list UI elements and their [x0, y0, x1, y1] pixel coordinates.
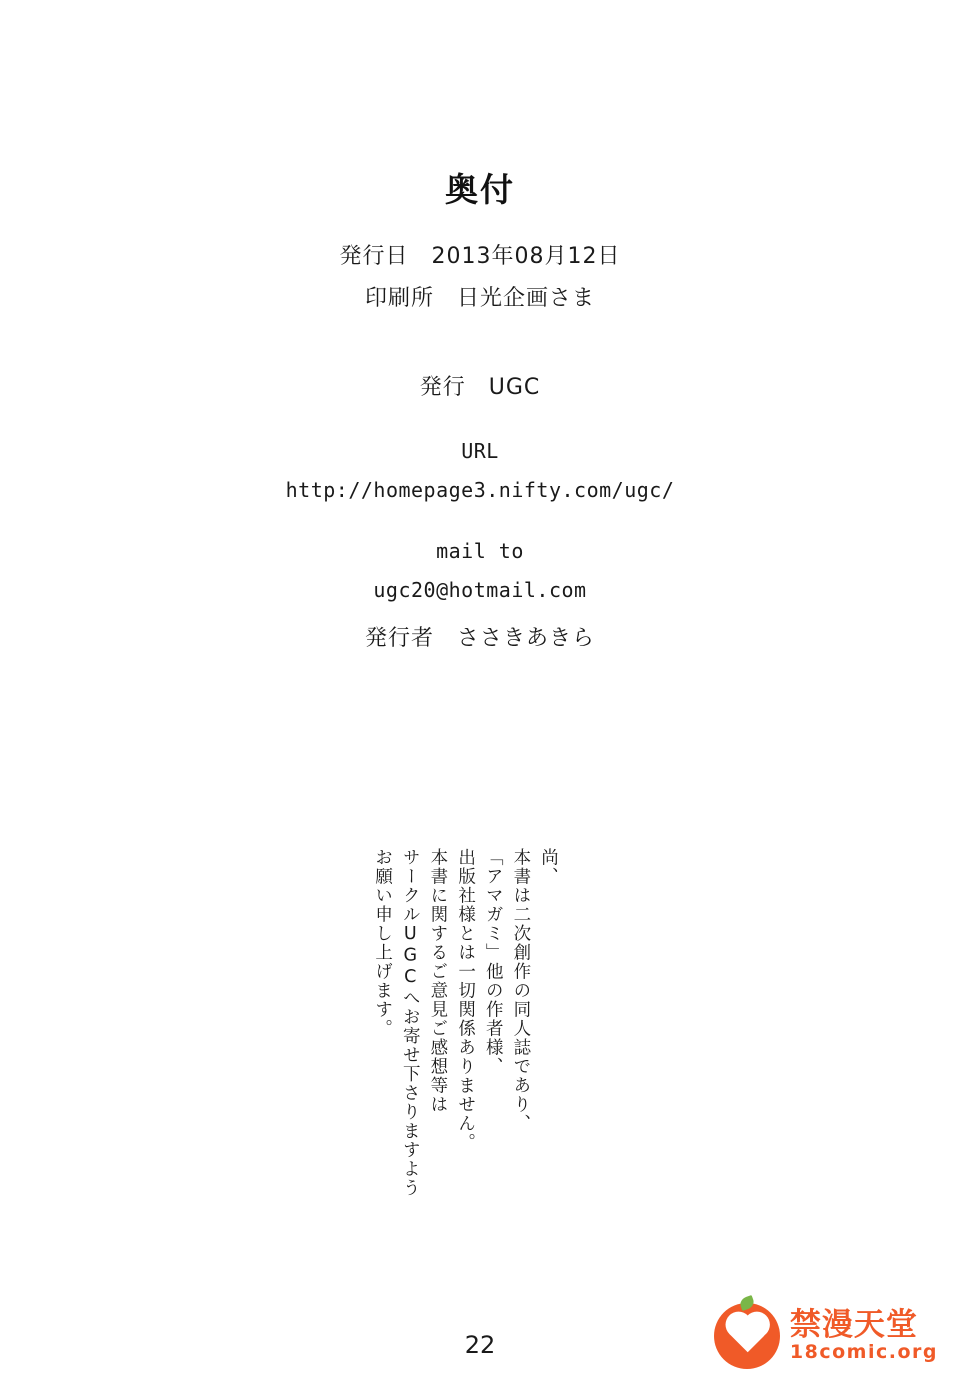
watermark-english-label: 18comic.org	[789, 1341, 938, 1364]
colophon-printer: 印刷所 日光企画さま	[364, 286, 595, 312]
colophon-url-value[interactable]: http://homepage3.nifty.com/ugc/	[285, 478, 675, 503]
vertical-note-column: 出版社様とは一切関係ありません。	[455, 848, 476, 1152]
colophon-mail-label: mail to	[436, 539, 524, 564]
orange-heart-badge-icon	[714, 1303, 780, 1369]
vertical-note-column: 尚、	[538, 848, 559, 886]
colophon-block	[0, 170, 960, 661]
vertical-disclaimer-note	[368, 848, 561, 1248]
colophon-publisher: 発行 UGC	[419, 375, 541, 401]
colophon-mail-value[interactable]: ugc20@hotmail.com	[373, 578, 587, 603]
colophon-author: 発行者 ささきあきら	[364, 626, 595, 652]
vertical-note-column: 本書に関するご意見ご感想等は	[427, 848, 448, 1114]
colophon-publish-date: 発行日 2013年08月12日	[339, 243, 621, 269]
vertical-note-column: サークルUGCへお寄せ下さりますよう	[400, 848, 421, 1198]
vertical-note-column: 本書は二次創作の同人誌であり、	[510, 848, 531, 1133]
page-number: 22	[464, 1331, 496, 1359]
page-title: 奥付	[445, 170, 515, 209]
watermark-chinese-label: 禁漫天堂	[789, 1306, 918, 1343]
vertical-note-column: お願い申し上げます。	[372, 848, 393, 1038]
site-watermark	[714, 1303, 938, 1369]
heart-icon	[729, 1315, 766, 1352]
colophon-url-label: URL	[461, 439, 499, 464]
watermark-text	[789, 1306, 938, 1364]
vertical-note-column: 「アマガミ」他の作者様、	[483, 848, 504, 1076]
